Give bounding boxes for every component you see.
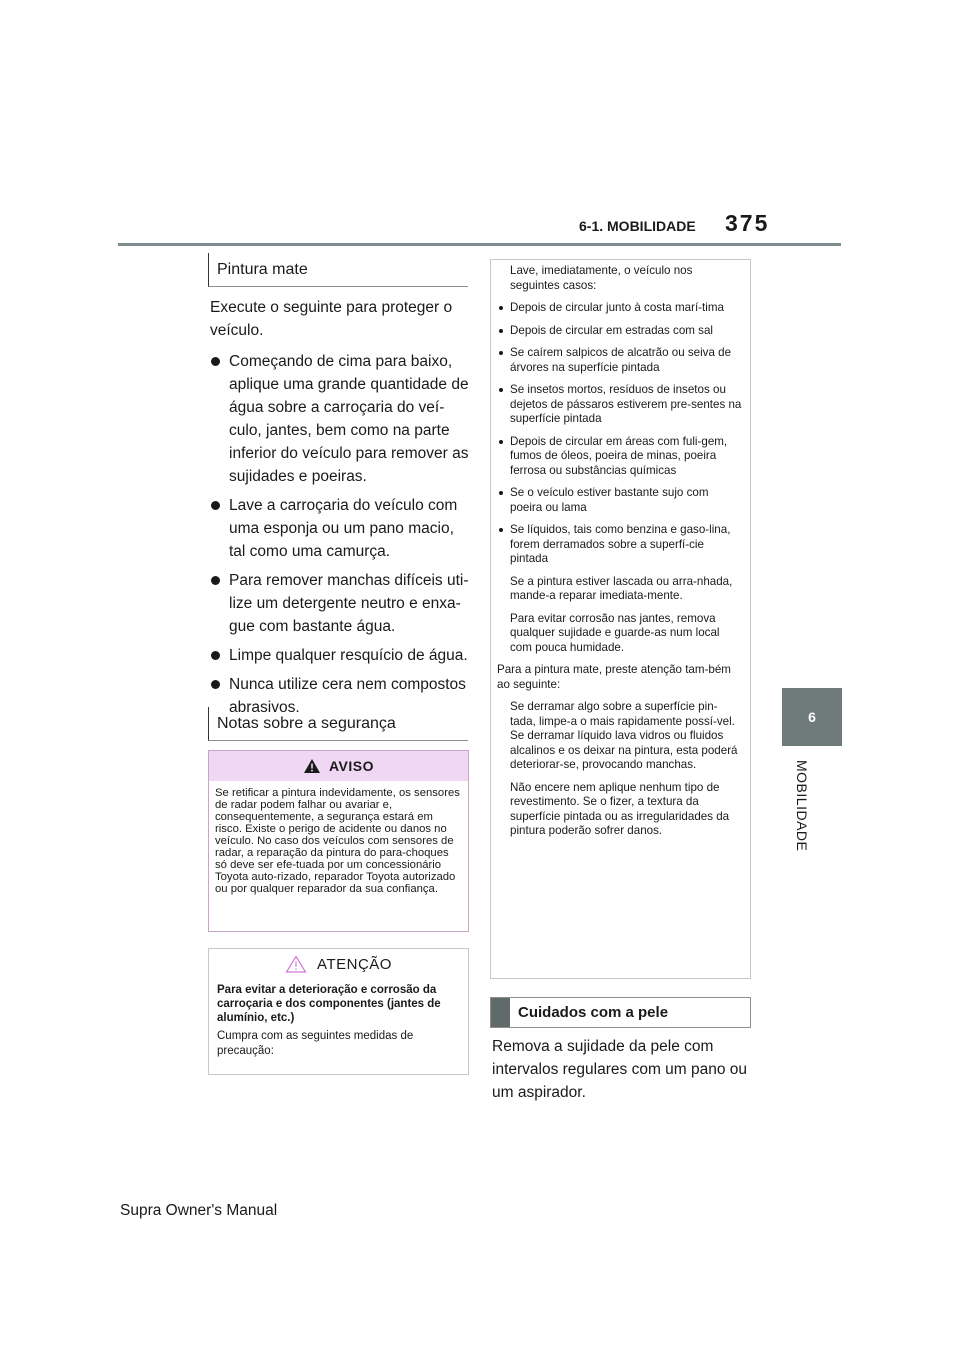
- warning-triangle-icon: [303, 758, 321, 774]
- bullet-icon: [499, 329, 503, 333]
- bullet-icon: [499, 528, 503, 532]
- list-item: Começando de cima para baixo, aplique uma grande quantidade de água sobre a carroçaria do veí-culo, jantes, bem como na parte inferior do veículo para remover as sujidades e poeiras.: [210, 350, 472, 488]
- wash-intro: Lave, imediatamente, o veículo nos seguintes casos:: [510, 264, 693, 292]
- header-rule: [118, 243, 841, 246]
- safety-notes-heading: Notas sobre a segurança: [208, 707, 468, 741]
- matte-paint-heading: Pintura mate: [208, 253, 468, 287]
- warning-text: Se retificar a pintura indevidamente, os sensores de radar podem falhar ou avariar e, consequentemente, a segurança estará em risco. Existe o perigo de acidente ou danos no veículo. No caso dos veículos com sensores de radar, a reparação da pintura do para-choques só deve ser efe-tuada por um concessionário Toyota auto-rizado, reparador Toyota autorizado ou por qualquer reparador da sua confiança.: [215, 787, 460, 895]
- spill-text: Se derramar algo sobre a superfície pin-tada, limpe-a o mais rapidamente possí-vel. Se derramar líquido lava vidros ou fluidos alcalinos e os deixar na pintura, esta poderá deteriorar-se, provocando manchas.: [510, 700, 738, 771]
- bullet-icon: [499, 440, 503, 444]
- footer-manual-name: Supra Owner's Manual: [120, 1202, 278, 1219]
- list-item: Se o veículo estiver bastante sujo com poeira ou lama: [497, 486, 742, 515]
- caution-title: ATENÇÃO: [317, 955, 392, 973]
- matte-attention-text: Para a pintura mate, preste atenção tam-bém ao seguinte:: [497, 663, 731, 691]
- list-item: Para remover manchas difíceis uti-lize um detergente neutro e enxa-gue com bastante água.: [210, 569, 472, 638]
- matte-paint-section: [210, 296, 472, 725]
- matte-paint-bullets: [210, 350, 472, 719]
- section-label: 6-1. MOBILIDADE: [579, 218, 696, 234]
- bullet-icon: [499, 306, 503, 310]
- list-item: Limpe qualquer resquício de água.: [210, 644, 472, 667]
- caution-header: [209, 949, 468, 979]
- chapter-tab: [782, 688, 842, 746]
- list-item: Lave a carroçaria do veículo com uma esponja ou um pano macio, tal como uma camurça.: [210, 494, 472, 563]
- bullet-icon: [499, 491, 503, 495]
- skin-care-heading: [490, 997, 751, 1028]
- caution-triangle-icon: [285, 955, 307, 973]
- caution-continuation-box: [490, 259, 751, 979]
- bullet-icon: [211, 501, 220, 510]
- list-item: Se líquidos, tais como benzina e gaso-lina, forem derramados sobre a superfí-cie pintada: [497, 523, 742, 567]
- caution-box: [208, 948, 469, 1075]
- bullet-icon: [211, 357, 220, 366]
- list-item: Nunca utilize cera nem compostos abrasivos.: [210, 673, 472, 719]
- caution-text: Cumpra com as seguintes medidas de precaução:: [217, 1030, 414, 1057]
- warning-box: [208, 750, 469, 932]
- no-wax-text: Não encere nem aplique nenhum tipo de revestimento. Se o fizer, a textura da superfície pintada ou as irregularidades da pintura poderão sofrer danos.: [510, 780, 730, 837]
- skin-care-title: Cuidados com a pele: [518, 1004, 669, 1021]
- bullet-icon: [211, 576, 220, 585]
- skin-care-text: Remova a sujidade da pele com intervalos regulares com um pano ou um aspirador.: [492, 1038, 748, 1101]
- caution-subtitle: Para evitar a deterioração e corrosão da carroçaria e dos componentes (jantes de alumínio, etc.): [217, 984, 441, 1024]
- bullet-icon: [211, 680, 220, 689]
- list-item: Se insetos mortos, resíduos de insetos ou dejetos de pássaros estiverem pre-sentes na superfície pintada: [497, 383, 742, 427]
- list-item: Depois de circular em áreas com fuli-gem, fumos de óleos, poeira de minas, poeira ferrosa ou substâncias químicas: [497, 435, 742, 479]
- bullet-icon: [211, 651, 220, 660]
- bullet-icon: [499, 351, 503, 355]
- warning-header: [209, 751, 468, 781]
- wash-cases-list: [497, 301, 742, 567]
- warning-title: AVISO: [328, 758, 375, 774]
- chipped-paint-text: Se a pintura estiver lascada ou arra-nhada, mande-a reparar imediata-mente.: [510, 574, 733, 602]
- list-item: Depois de circular em estradas com sal: [497, 324, 742, 339]
- wheels-corrosion-text: Para evitar corrosão nas jantes, remova qualquer sujidade e guarde-as num local com pouca humidade.: [510, 611, 720, 654]
- chapter-label: MOBILIDADE: [794, 760, 810, 852]
- chapter-number: 6: [808, 709, 816, 725]
- heading-bar: [491, 998, 510, 1027]
- page-number: 375: [725, 210, 770, 236]
- matte-paint-intro: Execute o seguinte para proteger o veículo.: [210, 299, 453, 339]
- list-item: Se caírem salpicos de alcatrão ou seiva de árvores na superfície pintada: [497, 346, 742, 375]
- bullet-icon: [499, 388, 503, 392]
- list-item: Depois de circular junto à costa marí-tima: [497, 301, 742, 316]
